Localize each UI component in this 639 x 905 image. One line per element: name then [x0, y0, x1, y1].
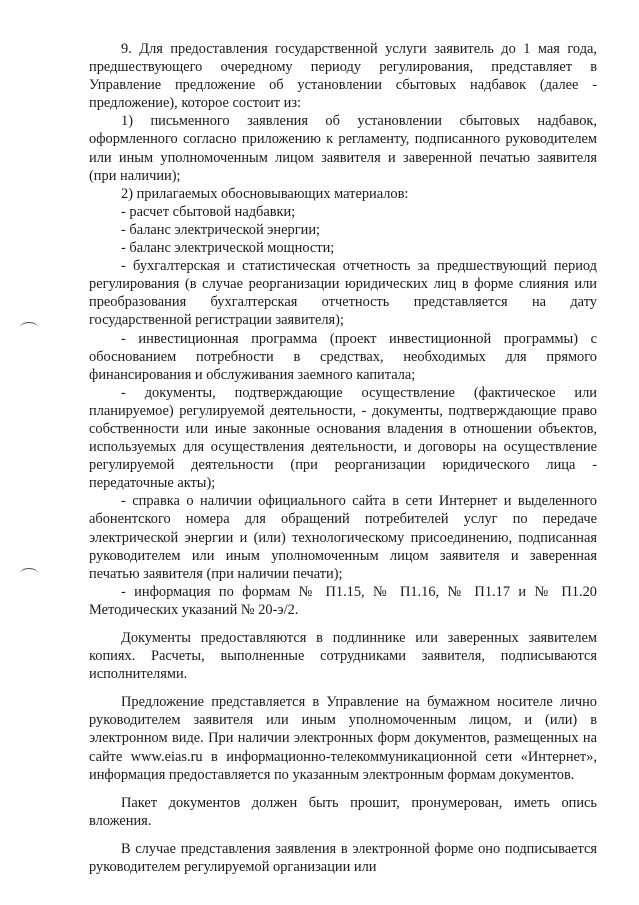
- bullet-accounting: - бухгалтерская и статистическая отчетность за предшествующий период регулирования (в случае реорганизации юридических лиц в форме слияния или преобразования бухгалтерская отчетность представляется на дату государственной регистрации заявителя);: [89, 258, 597, 329]
- binder-hole-mark-upper: [20, 322, 38, 333]
- list-item-1: 1) письменного заявления об установлении сбытовых надбавок, оформленного согласно приложению к регламенту, подписанного руководителем или иным уполномоченным лицом заявителя и заверенной печатью заявителя (при наличии);: [89, 113, 597, 184]
- document-page: [89, 40, 597, 876]
- list-item-2: 2) прилагаемых обосновывающих материалов:: [121, 185, 409, 202]
- bullet-documents: - документы, подтверждающие осуществление (фактическое или планируемое) регулируемой деятельности, - документы, подтверждающие право собственности или иные законные основания владения в отношении объектов, используемых для осуществления деятельности, и договоры на осуществление регулируемой деятельности (при реорганизации юридического лица - передаточные акты);: [89, 384, 597, 492]
- bullet-calculation: - расчет сбытовой надбавки;: [121, 203, 296, 220]
- binder-hole-mark-lower: [20, 568, 38, 579]
- bullet-energy-balance: - баланс электрической энергии;: [121, 221, 321, 238]
- bullet-forms-info: - информация по формам № П1.15, № П1.16, № П1.17 и № П1.20 Методических указаний № 20-э/2.: [89, 583, 597, 618]
- bullet-website-certificate: - справка о наличии официального сайта в сети Интернет и выделенного абонентского номера для обращений потребителей услуг по передаче электрической энергии и (или) технологическому присоединению, подписанная руководителем или иным уполномоченным лицом заявителя и заверенная печатью заявителя (при наличии печати);: [89, 493, 597, 582]
- paragraph-electronic: В случае представления заявления в электронной форме оно подписывается руководителем регулируемой организации или: [89, 840, 597, 876]
- paragraph-package: Пакет документов должен быть прошит, пронумерован, иметь опись вложения.: [89, 794, 597, 829]
- bullet-investment-program: - инвестиционная программа (проект инвестиционной программы) с обоснованием потребности в средствах, необходимых для прямого финансирования и обслуживания заемного капитала;: [89, 330, 597, 383]
- bullet-power-balance: - баланс электрической мощности;: [121, 240, 335, 257]
- paragraph-9: 9. Для предоставления государственной услуги заявитель до 1 мая года, предшествующего очередному периоду регулирования, представляет в Управление предложение об установлении сбытовых надбавок (далее - предложение), которое состоит из:: [89, 41, 597, 112]
- paragraph-submission: Предложение представляется в Управление на бумажном носителе лично руководителем заявителя или иным уполномоченным лицом, и (или) в электронном виде. При наличии электронных форм документов, размещенных на сайте www.eias.ru в информационно-телекоммуникационной сети «Интернет», информация предоставляется по указанным электронным формам документов.: [89, 694, 597, 783]
- paragraph-documents: Документы предоставляются в подлиннике или заверенных заявителем копиях. Расчеты, выполненные сотрудниками заявителя, подписываются исполнителями.: [89, 630, 597, 683]
